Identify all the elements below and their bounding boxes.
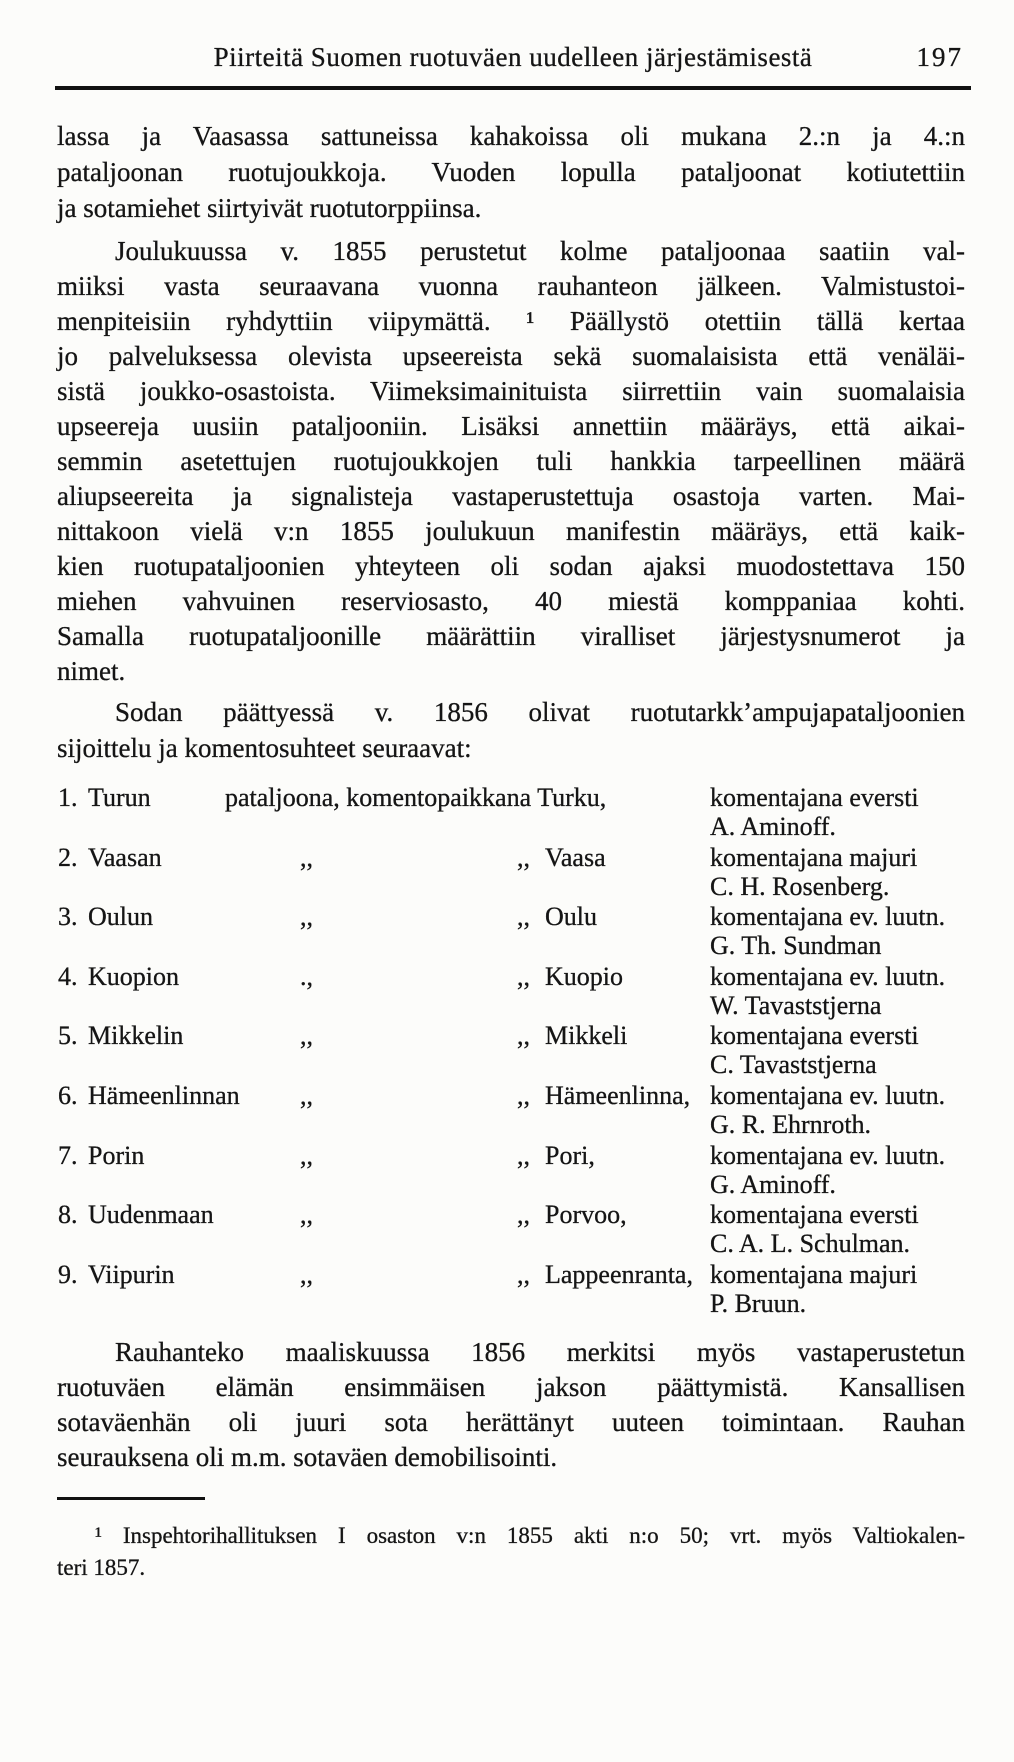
text-line: kien ruotupataljoonien yhteyteen oli sodan ajaksi muodostettava 150 [57,551,965,581]
commander-line-1: komentajana majuri [710,1259,918,1289]
paragraph-2 [57,234,965,689]
battalion-name: Kuopion [88,961,179,991]
battalion-name: Hämeenlinnan [88,1080,240,1110]
footnote-line: teri 1857. [57,1555,146,1580]
commander-line-2: W. Tavaststjerna [710,990,882,1020]
battalion-row [57,1021,965,1081]
battalion-hq: Porvoo, [545,1200,627,1230]
commander-line-2: G. R. Ehrnroth. [710,1109,872,1139]
ditto-mark: ., [300,961,313,991]
commander-line-2: A. Aminoff. [710,812,836,841]
battalion-number: 4. [58,961,78,991]
ditto-mark: ,, [300,1080,313,1110]
battalion-row [57,1200,965,1260]
footnote-divider [57,1497,205,1500]
battalion-name: Mikkelin [88,1021,184,1051]
battalion-name: Vaasan [88,842,162,872]
battalion-number: 8. [58,1200,78,1230]
battalion-name: Porin [88,1140,145,1170]
commander-line-2: C. Tavaststjerna [710,1050,877,1080]
running-title: Piirteitä Suomen ruotuväen uudelleen järjestämisestä [213,42,813,72]
text-line: jo palveluksessa olevista upseereista sekä suomalaisista että venäläi- [57,341,965,371]
battalion-number: 9. [58,1259,78,1289]
ditto-mark: ,, [300,1021,313,1051]
battalion-hq: Vaasa [545,842,606,872]
footnote [57,1520,965,1584]
battalion-hq: Mikkeli [545,1021,628,1051]
ditto-mark: ,, [300,842,313,872]
commander-line-2: G. Th. Sundman [710,931,882,961]
battalion-row [57,783,965,843]
battalion-name: Uudenmaan [88,1200,214,1230]
battalion-name: Turun [88,783,151,812]
commander-line-1: komentajana majuri [710,842,918,872]
battalion-list [57,783,965,1319]
battalion-description: pataljoona, komentopaikkana Turku, [225,783,607,812]
text-line: lassa ja Vaasassa sattuneissa kahakoissa oli mukana 2.:n ja 4.:n [57,121,965,151]
header-rule [55,86,971,90]
ditto-mark: ,, [517,1200,530,1230]
battalion-row [57,962,965,1022]
text-line: aliupseereita ja signalisteja vastaperustettuja osastoja varten. Mai- [57,481,965,511]
text-line: ja sotamiehet siirtyivät ruotutorppiinsa. [57,193,482,223]
battalion-number: 6. [58,1080,78,1110]
battalion-row [57,902,965,962]
ditto-mark: ,, [517,1080,530,1110]
text-line: upseereja uusiin pataljooniin. Lisäksi annettiin määräys, että aikai- [57,411,965,441]
text-line: seurauksena oli m.m. sotaväen demobilisointi. [57,1442,558,1472]
text-line: menpiteisiin ryhdyttiin viipymättä. ¹ Päällystö otettiin tällä kertaa [57,306,965,336]
ditto-mark: ,, [517,902,530,932]
paragraph-4 [57,1335,965,1475]
commander-line-2: G. Aminoff. [710,1169,836,1199]
battalion-row [57,1260,965,1320]
battalion-number: 7. [58,1140,78,1170]
commander-line-1: komentajana eversti [710,1200,919,1230]
commander-line-1: komentajana eversti [710,783,919,812]
commander-line-1: komentajana ev. luutn. [710,1080,946,1110]
footnote-line: ¹ Inspehtorihallituksen I osaston v:n 1855 akti n:o 50; vrt. myös Valtiokalen- [95,1523,965,1548]
ditto-mark: ,, [300,902,313,932]
text-line: miehen vahvuinen reserviosasto, 40 miestä komppaniaa kohti. [57,586,965,616]
battalion-hq: Pori, [545,1140,595,1170]
battalion-number: 1. [58,783,78,812]
text-line: nittakoon vielä v:n 1855 joulukuun manifestin määräys, että kaik- [57,516,965,546]
battalion-hq: Oulu [545,902,597,932]
ditto-mark: ,, [517,1259,530,1289]
paragraph-3 [57,694,965,766]
commander-line-2: P. Bruun. [710,1288,807,1318]
commander-line-2: C. H. Rosenberg. [710,871,890,901]
battalion-hq: Kuopio [545,961,623,991]
commander-line-1: komentajana eversti [710,1021,919,1051]
page-header [57,42,969,78]
page-number: 197 [916,42,963,72]
battalion-name: Viipurin [88,1259,175,1289]
battalion-hq: Lappeenranta, [545,1259,693,1289]
commander-line-2: C. A. L. Schulman. [710,1229,911,1259]
ditto-mark: ,, [517,1021,530,1051]
ditto-mark: ,, [517,961,530,991]
text-line: sijoittelu ja komentosuhteet seuraavat: [57,733,472,763]
text-line: ruotuväen elämän ensimmäisen jakson päättymistä. Kansallisen [57,1372,965,1402]
commander-line-1: komentajana ev. luutn. [710,1140,946,1170]
battalion-name: Oulun [88,902,153,932]
ditto-mark: ,, [517,1140,530,1170]
battalion-number: 2. [58,842,78,872]
text-line: semmin asetettujen ruotujoukkojen tuli hankkia tarpeellinen määrä [57,446,965,476]
text-line: Sodan päättyessä v. 1856 olivat ruotutarkk’ampujapataljoonien [115,697,965,727]
battalion-number: 5. [58,1021,78,1051]
battalion-row [57,1081,965,1141]
text-line: Rauhanteko maaliskuussa 1856 merkitsi myös vastaperustetun [115,1337,965,1367]
text-line: sistä joukko-osastoista. Viimeksimainituista siirrettiin vain suomalaisia [57,376,965,406]
battalion-row [57,1141,965,1201]
ditto-mark: ,, [517,842,530,872]
text-line: miiksi vasta seuraavana vuonna rauhanteon jälkeen. Valmistustoi- [57,271,965,301]
commander-line-1: komentajana ev. luutn. [710,961,946,991]
text-line: Joulukuussa v. 1855 perustetut kolme pataljoonaa saatiin val- [115,236,965,266]
text-line: Samalla ruotupataljoonille määrättiin viralliset järjestysnumerot ja [57,621,965,651]
battalion-number: 3. [58,902,78,932]
commander-line-1: komentajana ev. luutn. [710,902,946,932]
battalion-row [57,843,965,903]
text-line: sotaväenhän oli juuri sota herättänyt uuteen toimintaan. Rauhan [57,1407,965,1437]
text-line: pataljoonan ruotujoukkoja. Vuoden lopulla pataljoonat kotiutettiin [57,157,965,187]
ditto-mark: ,, [300,1140,313,1170]
paragraph-continued [57,118,965,226]
text-line: nimet. [57,656,126,686]
ditto-mark: ,, [300,1200,313,1230]
ditto-mark: ,, [300,1259,313,1289]
battalion-hq: Hämeenlinna, [545,1080,691,1110]
